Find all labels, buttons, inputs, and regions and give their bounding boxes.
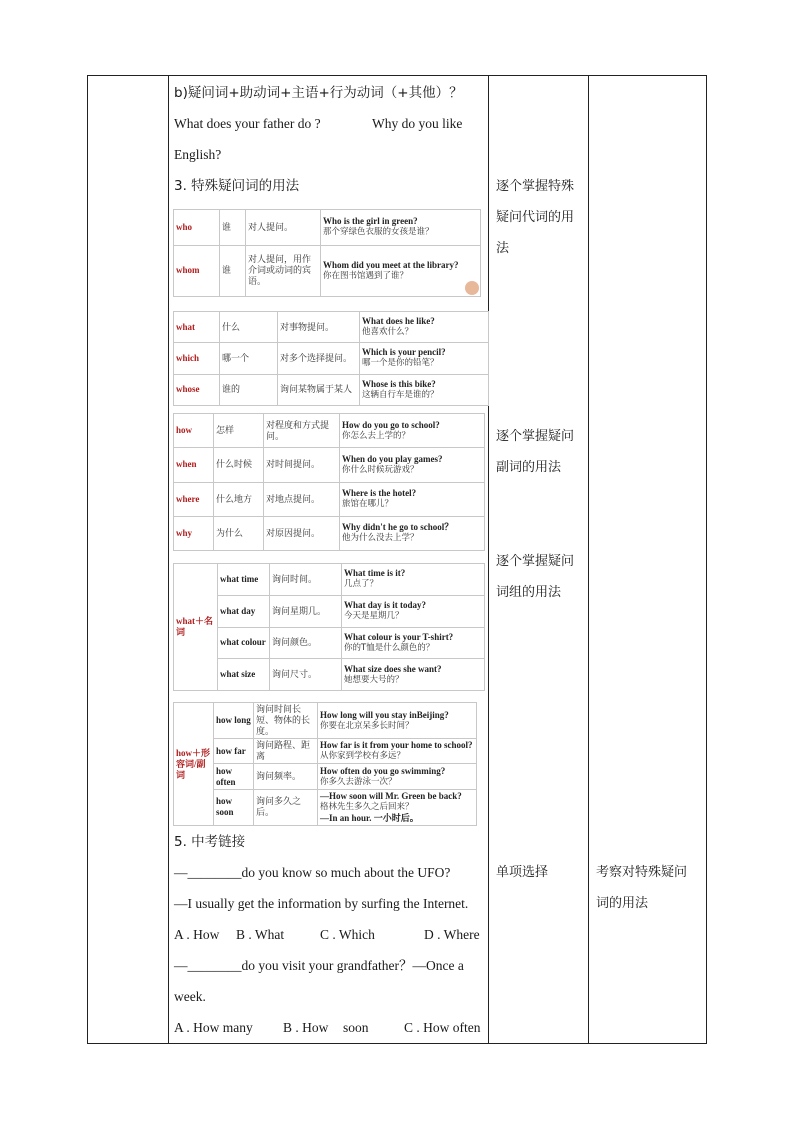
column-divider <box>588 76 589 1043</box>
example-sentence-2: Why do you like <box>372 116 463 131</box>
usage-cell: 对多个选择提问。 <box>278 343 360 374</box>
usage-cell: 对人提问。 <box>246 210 321 246</box>
example-sentence-2-end: English? <box>174 147 222 162</box>
usage-cell: 询问多久之后。 <box>254 789 318 825</box>
meaning-cell: 哪一个 <box>220 343 278 374</box>
phrase-cell: how far <box>214 739 254 764</box>
usage-cell: 询问频率。 <box>254 764 318 789</box>
example-en: Where is the hotel? <box>342 488 417 499</box>
example-en: How often do you go swimming? <box>320 765 446 776</box>
table-row <box>174 564 485 596</box>
table-row <box>174 627 485 659</box>
example-cell <box>340 516 485 550</box>
question-word-table-what <box>173 311 489 406</box>
keyword-cell: who <box>174 210 220 246</box>
example-en: What day is it today? <box>344 600 427 611</box>
example-en: What does he like? <box>362 316 435 327</box>
purpose-note <box>596 857 687 919</box>
question-1-option-d: D . Where <box>424 927 480 942</box>
question-2-line-1: —________do you visit your grandfather？—Once a <box>174 958 464 973</box>
example-sentence-1: What does your father do ? <box>174 116 321 131</box>
usage-cell: 对地点提问。 <box>264 482 340 516</box>
meaning-cell: 什么 <box>220 312 278 343</box>
table-row <box>174 595 485 627</box>
question-2-line-2: week. <box>174 989 206 1004</box>
phrase-cell: what time <box>218 564 270 596</box>
meaning-cell: 谁的 <box>220 374 278 405</box>
example-cn: 今天是星期几？ <box>344 611 404 622</box>
usage-cell: 询问星期几。 <box>270 595 342 627</box>
example-cell <box>340 414 485 448</box>
usage-cell: 询问时间。 <box>270 564 342 596</box>
column-divider <box>488 76 489 1043</box>
phrase-cell: how often <box>214 764 254 789</box>
usage-cell: 询问时间长短、物体的长度。 <box>254 703 318 739</box>
meaning-cell: 为什么 <box>214 516 264 550</box>
usage-cell: 对人提问，用作介词或动词的宾语。 <box>246 245 321 296</box>
meaning-cell: 谁 <box>220 210 246 246</box>
example-en: Why didn't he go to school？ <box>342 522 454 533</box>
keyword-cell: what <box>174 312 220 343</box>
example-cn: 你多久去游泳一次？ <box>320 776 397 787</box>
example-cn: 这辆自行车是谁的？ <box>362 389 439 400</box>
example-en: What size does she want? <box>344 663 442 674</box>
example-cell <box>360 312 489 343</box>
usage-cell: 询问颜色。 <box>270 627 342 659</box>
example-cell <box>340 482 485 516</box>
usage-cell: 对事物提问。 <box>278 312 360 343</box>
lesson-plan-table <box>87 75 707 1044</box>
activity-line: 逐个掌握特殊 <box>496 179 575 194</box>
example-cell <box>321 210 481 246</box>
example-cell <box>340 448 485 482</box>
example-cn: 几点了？ <box>344 579 379 590</box>
example-cn: 他喜欢什么？ <box>362 327 414 338</box>
question-1-option-b: B . What <box>236 927 285 942</box>
usage-cell: 询问某物属于某人 <box>278 374 360 405</box>
example-en: —How soon will Mr. Green be back? <box>320 790 462 801</box>
group-header-cell: what＋名词 <box>174 564 218 691</box>
activity-note-4 <box>496 857 548 888</box>
example-en-reply: —In an hour. 一小时后。 <box>320 812 419 823</box>
section-3-title: 3. 特殊疑问词的用法 <box>174 178 300 194</box>
question-phrase-table-what-noun <box>173 563 485 691</box>
keyword-cell: when <box>174 448 214 482</box>
keyword-cell: how <box>174 414 214 448</box>
example-cell <box>321 245 481 296</box>
meaning-cell: 什么地方 <box>214 482 264 516</box>
example-en: How far is it from your home to school? <box>320 740 473 751</box>
activity-line: 逐个掌握疑问 <box>496 429 575 444</box>
example-cn: 你怎么去上学的？ <box>342 430 411 441</box>
example-cn: 旅馆在哪儿？ <box>342 499 394 510</box>
table-row <box>174 343 489 374</box>
usage-cell: 对时间提问。 <box>264 448 340 482</box>
example-cn: 格林先生多久之后回来？ <box>320 801 414 812</box>
table-row <box>174 448 485 482</box>
example-en: Whose is this bike? <box>362 378 436 389</box>
example-cn: 她想要大号的？ <box>344 674 404 685</box>
example-en: What colour is your T-shirt? <box>344 631 454 642</box>
question-1-line-2: —I usually get the information by surfing the Internet. <box>174 896 469 911</box>
question-2-option-b: B . How <box>283 1020 329 1035</box>
example-cell <box>342 627 485 659</box>
example-cn: 你什么时候玩游戏？ <box>342 464 419 475</box>
keyword-cell: where <box>174 482 214 516</box>
structure-b-line: b)疑问词+助动词+主语+行为动词（+其他）？ <box>174 85 463 101</box>
usage-cell: 询问路程、距离 <box>254 739 318 764</box>
activity-note-2 <box>496 421 574 483</box>
activity-line: 逐个掌握疑问 <box>496 554 575 569</box>
phrase-cell: what size <box>218 659 270 691</box>
example-cell <box>360 343 489 374</box>
table-row <box>174 312 489 343</box>
purpose-line: 考察对特殊疑问 <box>596 865 688 880</box>
section-5-title: 5. 中考链接 <box>174 834 246 850</box>
question-2-option-b-cont: soon <box>343 1020 369 1035</box>
question-2-option-c: C . How often <box>404 1020 481 1035</box>
example-en: What time is it? <box>344 568 406 579</box>
purpose-line: 词的用法 <box>596 896 649 911</box>
table-row <box>174 703 477 739</box>
keyword-cell: why <box>174 516 214 550</box>
question-1-line-1: —________do you know so much about the UFO? <box>174 865 451 880</box>
table-row <box>174 245 481 296</box>
table-row <box>174 210 481 246</box>
example-cell <box>318 789 477 825</box>
table-row <box>174 374 489 405</box>
question-word-table-how <box>173 413 485 551</box>
table-row <box>174 659 485 691</box>
activity-line: 副词的用法 <box>496 460 562 475</box>
question-1-option-a: A . How <box>174 927 220 942</box>
example-cn: 你要在北京呆多长时间？ <box>320 720 414 731</box>
example-cell <box>342 595 485 627</box>
table-row <box>174 789 477 825</box>
usage-cell: 对原因提问。 <box>264 516 340 550</box>
example-cell <box>360 374 489 405</box>
usage-cell: 对程度和方式提问。 <box>264 414 340 448</box>
question-2-option-a: A . How many <box>174 1020 253 1035</box>
activity-line: 法 <box>496 241 510 256</box>
keyword-cell: whose <box>174 374 220 405</box>
example-cn: 从你家到学校有多远？ <box>320 751 406 762</box>
example-cell <box>318 764 477 789</box>
phrase-cell: how long <box>214 703 254 739</box>
example-cn: 他为什么没去上学？ <box>342 533 419 544</box>
example-cell <box>318 739 477 764</box>
meaning-cell: 什么时候 <box>214 448 264 482</box>
example-en: How do you go to school? <box>342 419 440 430</box>
phrase-cell: what colour <box>218 627 270 659</box>
example-en: Who is the girl in green? <box>323 216 418 227</box>
question-phrase-table-how-adj <box>173 702 477 826</box>
example-cn: 你的T恤是什么颜色的？ <box>344 642 435 653</box>
group-header-cell: how＋形容词/副词 <box>174 703 214 826</box>
example-cn: 那个穿绿色衣服的女孩是谁？ <box>323 227 434 238</box>
table-row <box>174 516 485 550</box>
example-en: How long will you stay inBeijing? <box>320 709 449 720</box>
meaning-cell: 怎样 <box>214 414 264 448</box>
table-row <box>174 764 477 789</box>
phrase-cell: what day <box>218 595 270 627</box>
question-word-table-who <box>173 209 481 297</box>
example-cell <box>318 703 477 739</box>
table-row <box>174 739 477 764</box>
example-cell <box>342 564 485 596</box>
example-en: Whom did you meet at the library? <box>323 259 459 270</box>
meaning-cell: 谁 <box>220 245 246 296</box>
table-row <box>174 482 485 516</box>
phrase-cell: how soon <box>214 789 254 825</box>
activity-note-3 <box>496 546 574 608</box>
usage-cell: 询问尺寸。 <box>270 659 342 691</box>
column-divider <box>168 76 169 1043</box>
example-cn: 你在图书馆遇到了谁？ <box>323 270 409 281</box>
activity-note-1 <box>496 171 574 264</box>
example-en: When do you play games? <box>342 453 443 464</box>
activity-line: 单项选择 <box>496 865 549 880</box>
keyword-cell: whom <box>174 245 220 296</box>
example-cell <box>342 659 485 691</box>
example-en: Which is your pencil? <box>362 347 446 358</box>
activity-line: 疑问代词的用 <box>496 210 575 225</box>
keyword-cell: which <box>174 343 220 374</box>
example-cn: 哪一个是你的铅笔？ <box>362 358 439 369</box>
activity-line: 词组的用法 <box>496 585 562 600</box>
question-1-option-c: C . Which <box>320 927 375 942</box>
cartoon-figure-icon <box>465 281 479 295</box>
table-row <box>174 414 485 448</box>
